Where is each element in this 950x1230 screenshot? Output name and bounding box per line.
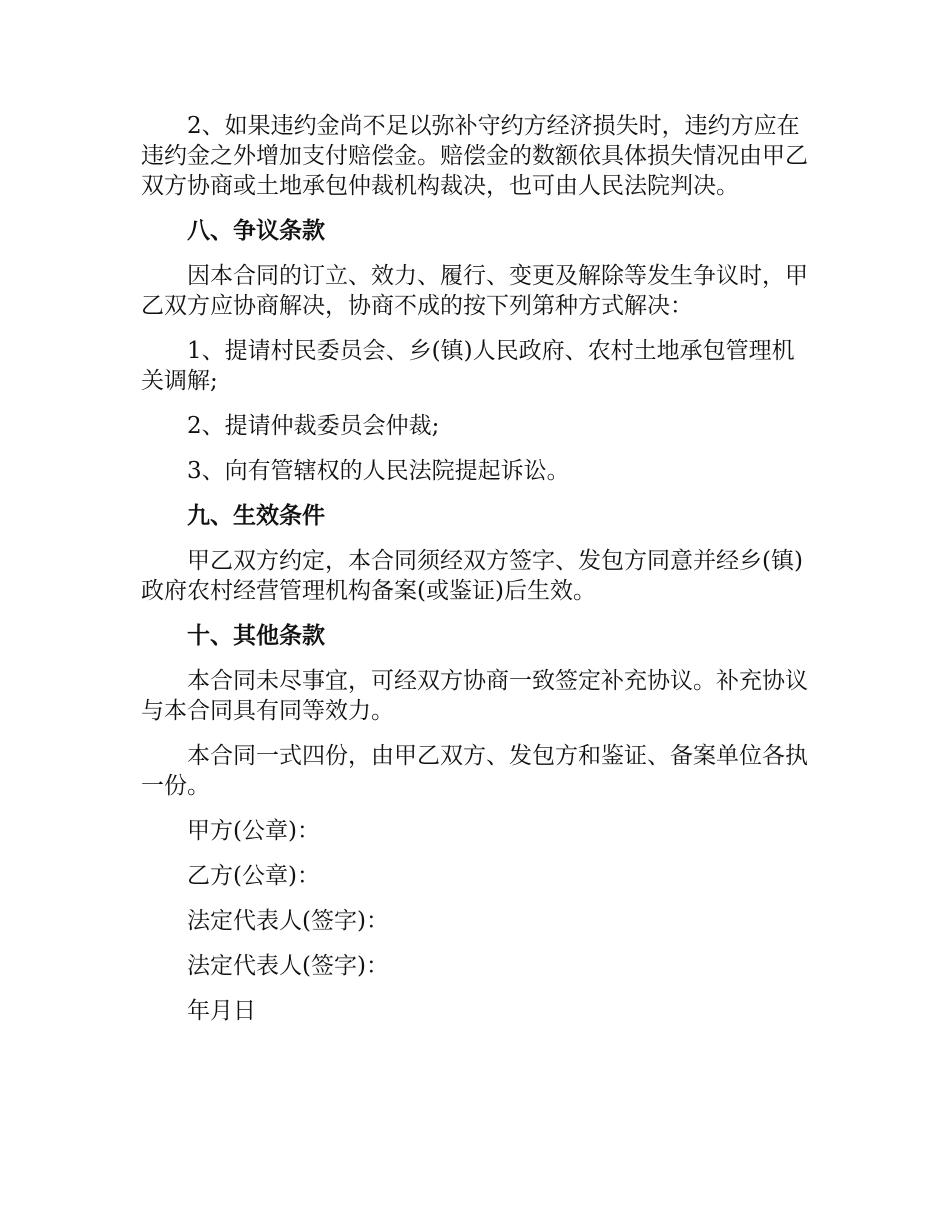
section-heading-dispute: 八、争议条款: [187, 218, 325, 244]
signing-date: 年月日: [187, 998, 256, 1024]
party-a-seal: 甲方(公章)：: [187, 818, 320, 844]
legal-representative-a: 法定代表人(签字)：: [187, 908, 389, 934]
dispute-option-3: 3、向有管辖权的人民法院提起诉讼。: [187, 458, 570, 484]
clause-7-item-2: 2、如果违约金尚不足以弥补守约方经济损失时，违约方应在违约金之外增加支付赔偿金。赔偿金的数额依具体损失情况由甲乙双方协商或土地承包仲裁机构裁决，也可由人民法院判决。: [141, 113, 808, 199]
dispute-option-2: 2、提请仲裁委员会仲裁;: [187, 413, 440, 439]
legal-representative-b: 法定代表人(签字)：: [187, 953, 389, 979]
dispute-intro: 因本合同的订立、效力、履行、变更及解除等发生争议时，甲乙双方应协商解决，协商不成的按下列第种方式解决：: [141, 263, 808, 319]
section-heading-other: 十、其他条款: [187, 623, 325, 649]
dispute-option-1: 1、提请村民委员会、乡(镇)人民政府、农村土地承包管理机关调解;: [141, 338, 795, 394]
section-heading-effective: 九、生效条件: [187, 503, 325, 529]
effective-conditions: 甲乙双方约定，本合同须经双方签字、发包方同意并经乡(镇)政府农村经营管理机构备案(或鉴证)后生效。: [141, 548, 803, 604]
other-clause-1: 本合同未尽事宜，可经双方协商一致签定补充协议。补充协议与本合同具有同等效力。: [141, 668, 808, 724]
party-b-seal: 乙方(公章)：: [187, 863, 320, 889]
other-clause-2: 本合同一式四份，由甲乙双方、发包方和鉴证、备案单位各执一份。: [141, 743, 808, 799]
document-page: [141, 111, 817, 1041]
